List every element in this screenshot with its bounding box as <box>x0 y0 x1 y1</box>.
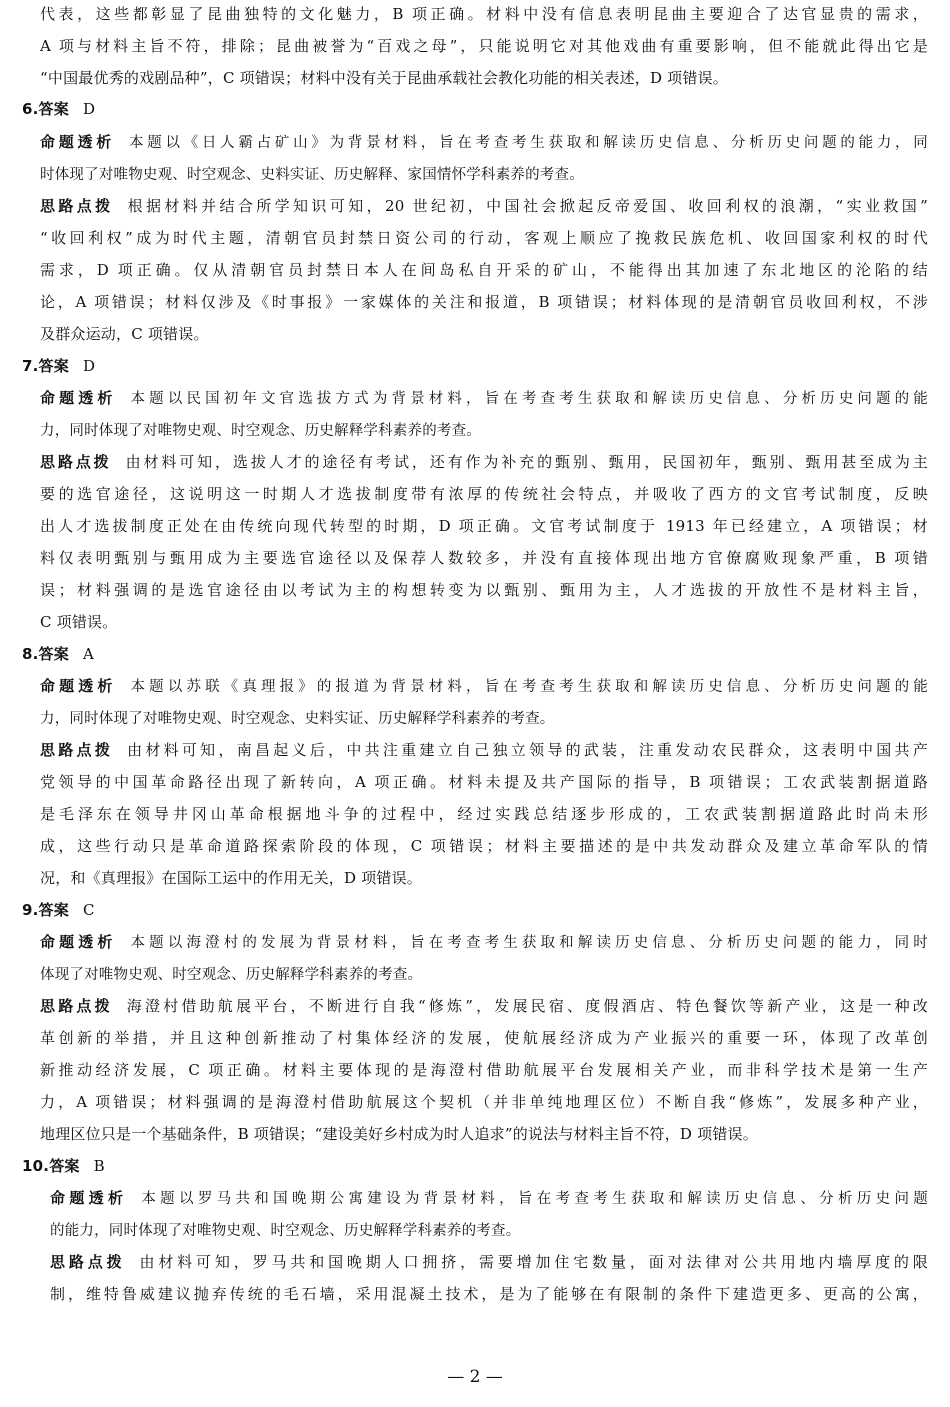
question-9-answer-row <box>22 900 910 920</box>
insight-line: 命题透析 本题以民国初年文官选拔方式为背景材料，旨在考查考生获取和解读历史信息、分析历史问题的能 <box>40 389 928 407</box>
question-number: 10. <box>22 1157 50 1175</box>
question-number: 7. <box>22 357 39 375</box>
hint-line: 新推动经济发展，C 项正确。材料主要体现的是海澄村借助航展平台发展相关产业，而非科学技术是第一生产 <box>40 1061 928 1079</box>
hint-line: 革创新的举措，并且这种创新推动了村集体经济的发展，使航展经济成为产业振兴的重要一环，体现了改革创 <box>40 1029 928 1047</box>
question-number: 6. <box>22 100 39 118</box>
answer-value: A <box>82 645 94 663</box>
hint-label: 思路点拨 <box>40 197 114 215</box>
hint-label: 思路点拨 <box>40 741 114 759</box>
hint-label: 思路点拨 <box>50 1253 126 1271</box>
hint-line: 成，这些行动只是革命道路探索阶段的体现，C 项错误；材料主要描述的是中共发动群众及建立革命军队的情 <box>40 837 928 855</box>
question-7-answer-row <box>22 356 910 376</box>
insight-line: 命题透析 本题以苏联《真理报》的报道为背景材料，旨在考查考生获取和解读历史信息、分析历史问题的能 <box>40 677 928 695</box>
question-10-answer-row <box>22 1156 910 1176</box>
hint-line: 况，和《真理报》在国际工运中的作用无关，D 项错误。 <box>40 869 422 887</box>
insight-line: 命题透析 本题以《日人霸占矿山》为背景材料，旨在考查考生获取和解读历史信息、分析历史问题的能力，同 <box>40 133 928 151</box>
hint-line: 要的选官途径，这说明这一时期人才选拔制度带有浓厚的传统社会特点，并吸收了西方的文官考试制度，反映 <box>40 485 928 503</box>
hint-line: 力，A 项错误；材料强调的是海澄村借助航展这个契机（并非单纯地理区位）不断自我“修炼”，发展多种产业， <box>40 1093 928 1111</box>
insight-label: 命题透析 <box>40 133 115 151</box>
answer-label: 答案 <box>38 100 69 118</box>
insight-label: 命题透析 <box>40 933 117 951</box>
insight-label: 命题透析 <box>40 677 117 695</box>
answer-value: C <box>82 901 95 919</box>
insight-line: 时体现了对唯物史观、时空观念、史料实证、历史解释、家国情怀学科素养的考查。 <box>40 167 584 183</box>
hint-line: 及群众运动，C 项错误。 <box>40 325 209 343</box>
question-6-answer-row <box>22 99 910 119</box>
intro-line: 代表，这些都彰显了昆曲独特的文化魅力，B 项正确。材料中没有信息表明昆曲主要迎合了达官显贵的需求， <box>40 5 928 23</box>
answer-label: 答案 <box>38 357 69 375</box>
answer-label: 答案 <box>38 901 69 919</box>
answer-value: D <box>82 357 96 375</box>
intro-line: A 项与材料主旨不符，排除；昆曲被誉为“百戏之母”，只能说明它对其他戏曲有重要影响，但不能就此得出它是 <box>40 37 928 55</box>
question-number: 8. <box>22 645 39 663</box>
question-8-answer-row <box>22 644 910 664</box>
hint-line: 思路点拨 由材料可知，选拔人才的途径有考试，还有作为补充的甄别、甄用，民国初年，甄别、甄用甚至成为主 <box>40 453 928 471</box>
question-number: 9. <box>22 901 39 919</box>
hint-line: 制，维特鲁威建议抛弃传统的毛石墙，采用混凝土技术，是为了能够在有限制的条件下建造更多、更高的公寓， <box>50 1285 928 1303</box>
insight-line: 命题透析 本题以海澄村的发展为背景材料，旨在考查考生获取和解读历史信息、分析历史问题的能力，同时 <box>40 933 928 951</box>
insight-label: 命题透析 <box>50 1189 128 1207</box>
hint-line: 需求，D 项正确。仅从清朝官员封禁日本人在间岛私自开采的矿山，不能得出其加速了东北地区的沦陷的结 <box>40 261 928 279</box>
intro-line: “中国最优秀的戏剧品种”，C 项错误；材料中没有关于昆曲承载社会教化功能的相关表述，D 项错误。 <box>40 69 728 87</box>
hint-line: 思路点拨 海澄村借助航展平台，不断进行自我“修炼”，发展民宿、度假酒店、特色餐饮等新产业，这是一种改 <box>40 997 928 1015</box>
hint-line: 料仅表明甄别与甄用成为主要选官途径以及保荐人数较多，并没有直接体现出地方官僚腐败现象严重，B 项错 <box>40 549 928 567</box>
answer-label: 答案 <box>49 1157 80 1175</box>
hint-line: 是毛泽东在领导井冈山革命根据地斗争的过程中，经过实践总结逐步形成的，工农武装割据道路此时尚未形 <box>40 805 928 823</box>
page-number: — 2 — <box>447 1367 503 1387</box>
hint-line: 党领导的中国革命路径出现了新转向，A 项正确。材料未提及共产国际的指导，B 项错误；工农武装割据道路 <box>40 773 928 791</box>
answer-value: D <box>82 100 96 118</box>
insight-line: 力，同时体现了对唯物史观、时空观念、史料实证、历史解释学科素养的考查。 <box>40 711 555 727</box>
insight-line: 体现了对唯物史观、时空观念、历史解释学科素养的考查。 <box>40 967 423 983</box>
insight-line: 力，同时体现了对唯物史观、时空观念、历史解释学科素养的考查。 <box>40 423 481 439</box>
hint-line: “收回利权”成为时代主题，清朝官员封禁日资公司的行动，客观上顺应了挽救民族危机、收回国家利权的时代 <box>40 229 928 247</box>
insight-line: 的能力，同时体现了对唯物史观、时空观念、历史解释学科素养的考查。 <box>50 1223 521 1239</box>
hint-line: C 项错误。 <box>40 613 118 631</box>
answer-label: 答案 <box>38 645 69 663</box>
hint-line: 思路点拨 由材料可知，南昌起义后，中共注重建立自己独立领导的武装，注重发动农民群众，这表明中国共产 <box>40 741 928 759</box>
hint-line: 出人才选拔制度正处在由传统向现代转型的时期，D 项正确。文官考试制度于 1913 年已经建立，A 项错误；材 <box>40 517 928 535</box>
insight-line: 命题透析 本题以罗马共和国晚期公寓建设为背景材料，旨在考查考生获取和解读历史信息、分析历史问题 <box>50 1189 928 1207</box>
hint-label: 思路点拨 <box>40 997 113 1015</box>
hint-line: 论，A 项错误；材料仅涉及《时事报》一家媒体的关注和报道，B 项错误；材料体现的是清朝官员收回利权，不涉 <box>40 293 928 311</box>
hint-label: 思路点拨 <box>40 453 112 471</box>
hint-line: 思路点拨 根据材料并结合所学知识可知，20 世纪初，中国社会掀起反帝爱国、收回利权的浪潮，“实业救国” <box>40 197 928 215</box>
hint-line: 思路点拨 由材料可知，罗马共和国晚期人口拥挤，需要增加住宅数量，面对法律对公共用地内墙厚度的限 <box>50 1253 928 1271</box>
insight-label: 命题透析 <box>40 389 117 407</box>
hint-line: 地理区位只是一个基础条件，B 项错误；“建设美好乡村成为时人追求”的说法与材料主旨不符，D 项错误。 <box>40 1125 758 1143</box>
answer-value: B <box>93 1157 105 1175</box>
hint-line: 误；材料强调的是选官途径由以考试为主的构想转变为以甄别、甄用为主，人才选拔的开放性不是材料主旨， <box>40 581 928 599</box>
